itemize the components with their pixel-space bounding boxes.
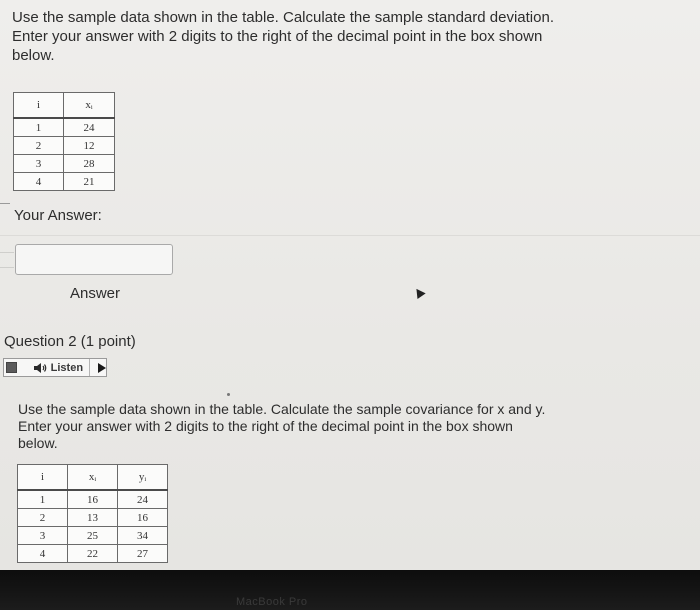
cell-y: 16 [118, 509, 168, 527]
cell-i: 1 [18, 490, 68, 509]
question-2-line-2: Enter your answer with 2 digits to the right of the decimal point in the box shown [18, 418, 513, 434]
cell-x: 22 [68, 545, 118, 563]
answer-input[interactable] [15, 244, 173, 275]
your-answer-label: Your Answer: [14, 207, 102, 224]
question-2-data-table [17, 464, 168, 563]
table-row [14, 118, 115, 137]
divider [89, 359, 90, 376]
decorative-dot [227, 393, 230, 396]
cell-x: 12 [64, 137, 115, 155]
header-i: i [18, 465, 68, 491]
question-1-line-3: below. [12, 47, 55, 64]
listen-toolbar [3, 358, 107, 377]
bezel-label: MacBook Pro [236, 596, 308, 608]
header-y: yᵢ [118, 465, 168, 491]
question-2-prompt [18, 401, 618, 452]
header-x: xᵢ [64, 93, 115, 119]
laptop-bezel [0, 570, 700, 610]
table-row [18, 545, 168, 563]
header-x: xᵢ [68, 465, 118, 491]
cell-x: 13 [68, 509, 118, 527]
table-row [14, 173, 115, 191]
divider [0, 252, 14, 268]
question-2-line-3: below. [18, 435, 58, 451]
menu-square-icon[interactable] [6, 362, 17, 373]
table-row [14, 155, 115, 173]
table-row [14, 137, 115, 155]
question-1-line-1: Use the sample data shown in the table. Calculate the sample standard deviation. [12, 9, 554, 26]
mouse-cursor-icon [412, 286, 425, 299]
question-2-line-1: Use the sample data shown in the table. Calculate the sample covariance for x and y. [18, 401, 546, 417]
cell-i: 3 [18, 527, 68, 545]
speaker-icon [33, 362, 47, 374]
cell-y: 27 [118, 545, 168, 563]
question-2-title [4, 333, 136, 350]
cell-i: 4 [14, 173, 64, 191]
cell-x: 16 [68, 490, 118, 509]
question-2-number: Question 2 [4, 333, 77, 350]
divider [0, 235, 700, 236]
question-1-prompt [12, 8, 612, 65]
question-1-data-table [13, 92, 115, 191]
cell-y: 24 [118, 490, 168, 509]
cell-i: 3 [14, 155, 64, 173]
table-row [18, 527, 168, 545]
play-icon[interactable] [98, 363, 106, 373]
table-row [18, 490, 168, 509]
cell-i: 2 [14, 137, 64, 155]
header-i: i [14, 93, 64, 119]
cell-x: 28 [64, 155, 115, 173]
cell-i: 1 [14, 118, 64, 137]
cell-x: 21 [64, 173, 115, 191]
question-2-points: (1 point) [80, 333, 136, 350]
question-1-line-2: Enter your answer with 2 digits to the right of the decimal point in the box shown [12, 28, 543, 45]
divider [0, 203, 10, 204]
cell-i: 2 [18, 509, 68, 527]
cell-x: 25 [68, 527, 118, 545]
cell-x: 24 [64, 118, 115, 137]
answer-button[interactable]: Answer [70, 285, 121, 302]
cell-y: 34 [118, 527, 168, 545]
listen-button[interactable]: Listen [50, 361, 84, 374]
table-header-row [14, 93, 115, 119]
cell-i: 4 [18, 545, 68, 563]
table-header-row [18, 465, 168, 491]
table-row [18, 509, 168, 527]
